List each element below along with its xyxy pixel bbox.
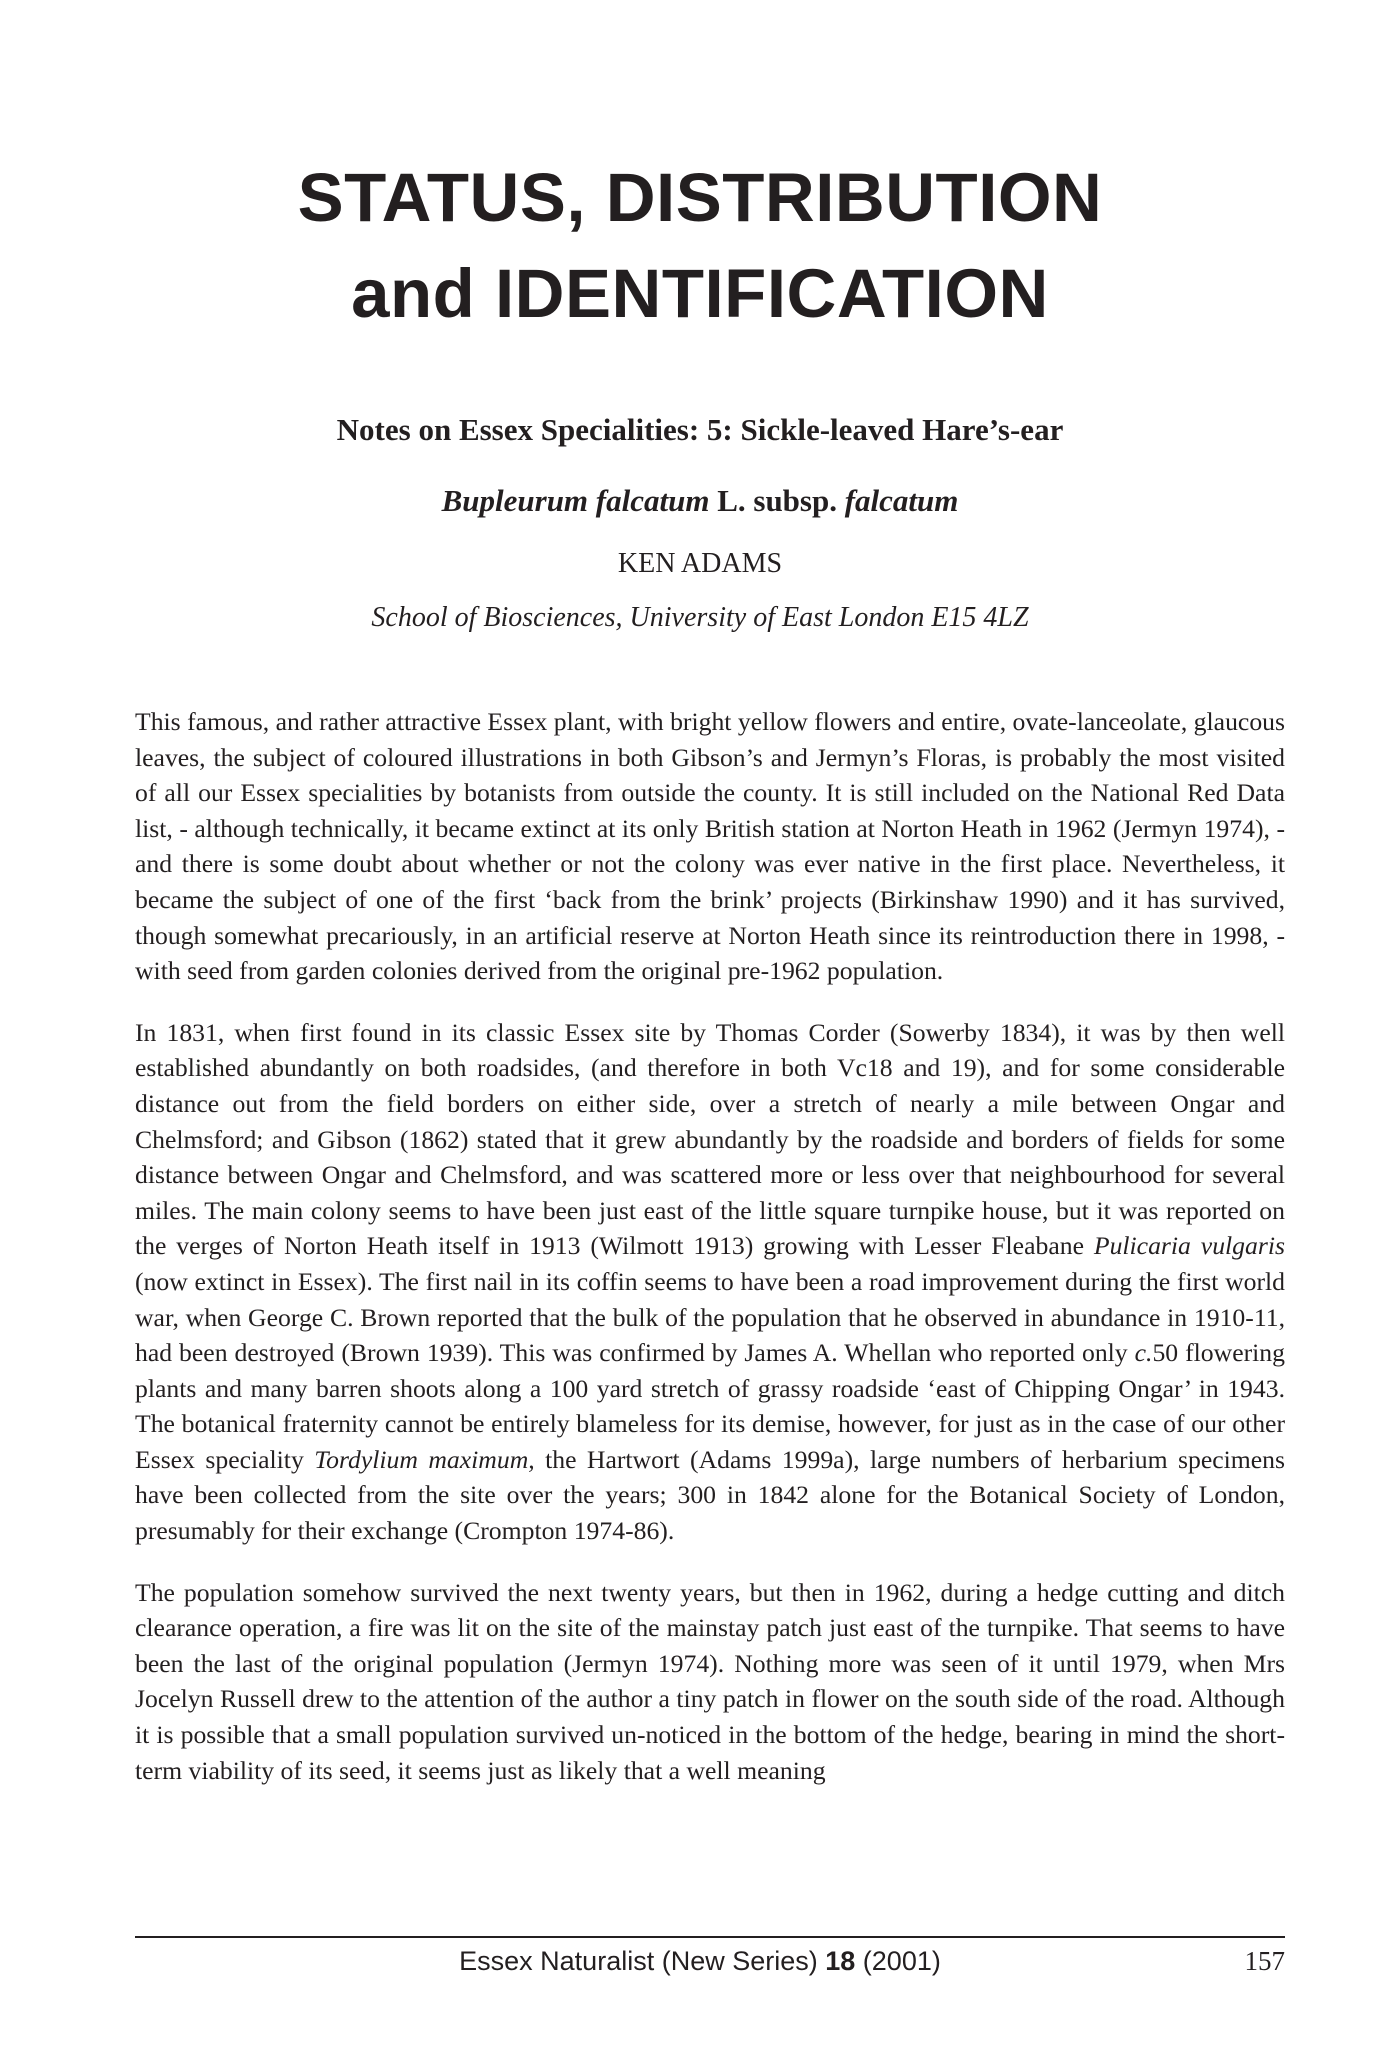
paragraph-2-text-a: In 1831, when first found in its classic Essex site by Thomas Corder (Sowerby 1834), it was by then well established abundantly on both roadsides, (and therefore in both Vc18 and 19), and for some considerable distance out from the field borders on either side, over a stretch of nearly a mile between Ongar and Chelmsford; and Gibson (1862) stated that it grew abundantly by the roadside and borders of fields for some distance between Ongar and Chelmsford, and was scattered more or less over that neighbourhood for several miles. The main colony seems to have been just east of the little square turnpike house, but it was reported on the verges of Norton Heath itself in 1913 (Wilmott 1913) growing with Lesser Fleabane [135, 1017, 1285, 1261]
paragraph-2 [135, 1015, 1285, 1549]
footer-divider [135, 1936, 1285, 1938]
species-authority: L. subsp. [709, 483, 845, 518]
paragraph-1: This famous, and rather attractive Essex plant, with bright yellow flowers and entire, ovate-lanceolate, glaucous leaves, the subject of coloured illustrations in both Gibson’s and Jermyn’s Floras, is probably the most visited of all our Essex specialities by botanists from outside the county. It is still included on the National Red Data list, - although technically, it became extinct at its only British station at Norton Heath in 1962 (Jermyn 1974), - and there is some doubt about whether or not the colony was ever native in the first place. Nevertheless, it became the subject of one of the first ‘back from the brink’ projects (Birkinshaw 1990) and it has survived, though somewhat precariously, in an artificial reserve at Norton Heath since its reintroduction there in 1998, - with seed from garden colonies derived from the original pre-1962 population. [135, 707, 1285, 986]
species-pulicaria: Pulicaria vulgaris [1093, 1231, 1286, 1261]
species-genus: Bupleurum falcatum [441, 483, 710, 518]
species-name [0, 481, 1400, 521]
author-affiliation: School of Biosciences, University of East London E15 4LZ [371, 602, 1029, 633]
paragraph-2-text-c: 50 flowering plants and many barren shoots along a 100 yard stretch of grassy roadside ‘east of Chipping Ongar’ in 1943. The botanical fraternity cannot be entirely blameless for its demise, however, for just as in the case of our other Essex speciality [135, 1338, 1285, 1474]
author-name: KEN ADAMS [617, 548, 783, 579]
circa-abbreviation: c. [1134, 1338, 1153, 1368]
article-subtitle: Notes on Essex Specialities: 5: Sickle-leaved Hare’s-ear [336, 412, 1064, 447]
journal-year: (2001) [855, 1946, 941, 1976]
species-subspecies: falcatum [844, 483, 959, 518]
paragraph-2-text-d: the Hartwort (Adams 1999a), large numbers of herbarium specimens have been collected from the site over the years; 300 in 1842 alone for the Botanical Society of London, presumably for their exchange (Crompton 1974-86). [135, 1444, 1285, 1546]
page-number: 157 [1244, 1946, 1285, 1976]
paragraph-3: The population somehow survived the next twenty years, but then in 1962, during a hedge cutting and ditch clearance operation, a fire was lit on the site of the mainstay patch just east of the turnpike. That seems to have been the last of the original population (Jermyn 1974). Nothing more was seen of it until 1979, when Mrs Jocelyn Russell drew to the attention of the author a tiny patch in flower on the south side of the road. Although it is possible that a small population survived un-noticed in the bottom of the hedge, bearing in mind the short-term viability of its seed, it seems just as likely that a well meaning [135, 1577, 1285, 1785]
article-body [135, 704, 1285, 1788]
journal-name: Essex Naturalist (New Series) [459, 1946, 826, 1976]
journal-volume: 18 [825, 1946, 856, 1976]
paragraph-2-text-b: (now extinct in Essex). The first nail in its coffin seems to have been a road improvement during the first world war, when George C. Brown reported that the bulk of the population that he observed in abundance in 1910-11, had been destroyed (Brown 1939). This was confirmed by James A. Whellan who reported only [135, 1266, 1285, 1368]
species-tordylium: Tordylium maximum, [314, 1444, 535, 1474]
heading-line-2: and IDENTIFICATION [351, 255, 1049, 332]
heading-line-1: STATUS, DISTRIBUTION [297, 159, 1103, 236]
footer-journal-citation [0, 1944, 1400, 1978]
article-heading [0, 150, 1400, 342]
